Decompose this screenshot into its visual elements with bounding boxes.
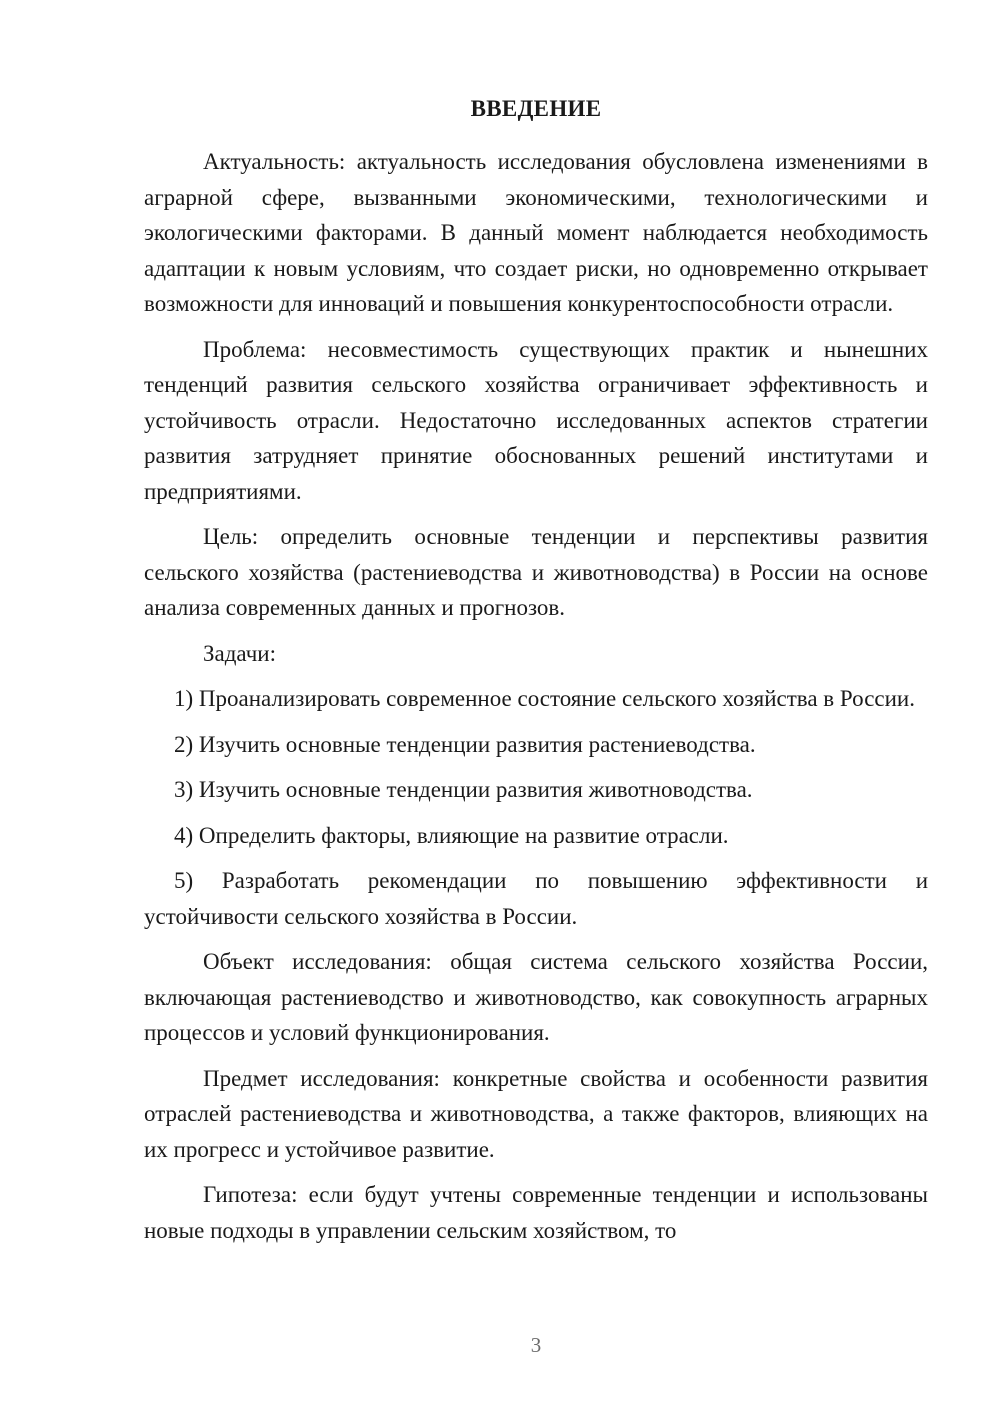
task-item-1: 1) Проанализировать современное состояние сельского хозяйства в России.: [174, 686, 915, 711]
page-number: 3: [530, 1333, 542, 1357]
paragraph-subject: Предмет исследования: конкретные свойства и особенности развития отраслей растениеводства и животноводства, а также факторов, влияющих на их прогресс и устойчивое развитие.: [144, 1065, 928, 1162]
paragraph-goal: Цель: определить основные тенденции и перспективы развития сельского хозяйства (растениеводства и животноводства) в России на основе анализа современных данных и прогнозов.: [144, 524, 928, 620]
paragraph-relevance: Актуальность: актуальность исследования обусловлена изменениями в аграрной сфере, вызванными экономическими, технологическими и экологическими факторами. В данный момент наблюдается необходимость адаптации к новым условиям, что создает риски, но одновременно открывает возможности для инноваций и повышения конкурентоспособности отрасли.: [144, 149, 928, 316]
task-item-3: 3) Изучить основные тенденции развития животноводства.: [174, 777, 753, 802]
paragraph-problem: Проблема: несовместимость существующих практик и нынешних тенденций развития сельского хозяйства ограничивает эффективность и устойчивость отрасли. Недостаточно исследованных аспектов стратегии развития затрудняет принятие обоснованных решений институтами и предприятиями.: [144, 336, 928, 504]
paragraph-hypothesis: Гипотеза: если будут учтены современные тенденции и использованы новые подходы в управлении сельским хозяйством, то: [144, 1182, 928, 1243]
paragraph-tasks-heading: Задачи:: [203, 640, 276, 666]
body-text: [144, 144, 928, 1258]
task-item-4: 4) Определить факторы, влияющие на развитие отрасли.: [174, 822, 729, 848]
task-item-5: 5) Разработать рекомендации по повышению эффективности и устойчивости сельского хозяйства в России.: [144, 868, 928, 929]
section-title: ВВЕДЕНИЕ: [470, 96, 602, 121]
paragraph-object: Объект исследования: общая система сельского хозяйства России, включающая растениеводство и животноводство, как совокупность аграрных процессов и условий функционирования.: [144, 949, 928, 1045]
task-item-2: 2) Изучить основные тенденции развития растениеводства.: [174, 731, 756, 757]
